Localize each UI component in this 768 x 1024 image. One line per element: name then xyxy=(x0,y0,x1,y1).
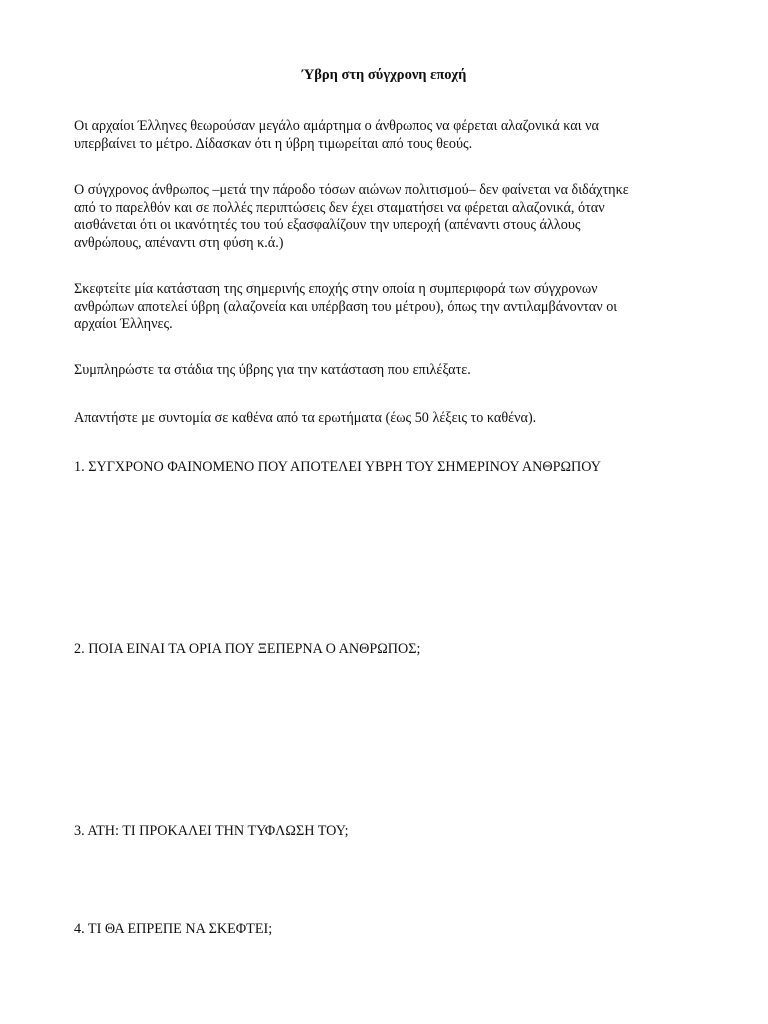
situation-line: αρχαίοι Έλληνες. xyxy=(74,316,173,332)
modern-line: αισθάνεται ότι οι ικανότητές του τού εξασφαλίζουν την υπεροχή (απέναντι στους άλλους xyxy=(74,217,581,233)
modern-line: από το παρελθόν και σε πολλές περιπτώσεις δεν έχει σταματήσει να φέρεται αλαζονικά, όταν xyxy=(74,199,605,216)
intro-line: υπερβαίνει το μέτρο. Δίδασκαν ότι η ύβρη τιμωρείται από τους θεούς. xyxy=(74,135,473,152)
situation-line: Σκεφτείτε μία κατάσταση της σημερινής εποχής στην οποία η συμπεριφορά των σύγχρονων xyxy=(74,281,598,297)
question-2: 2. ΠΟΙΑ ΕΙΝΑΙ ΤΑ ΟΡΙΑ ΠΟΥ ΞΕΠΕΡΝΑ Ο ΑΝΘΡΩΠΟΣ; xyxy=(74,641,421,657)
modern-line: Ο σύγχρονος άνθρωπος –μετά την πάροδο τόσων αιώνων πολιτισμού– δεν φαίνεται να διδάχτηκε xyxy=(74,182,629,198)
instruction-answer-length: Απαντήστε με συντομία σε καθένα από τα ερωτήματα (έως 50 λέξεις το καθένα). xyxy=(74,410,537,426)
question-1: 1. ΣΥΓΧΡΟΝΟ ΦΑΙΝΟΜΕΝΟ ΠΟΥ ΑΠΟΤΕΛΕΙ ΥΒΡΗ ΤΟΥ ΣΗΜΕΡΙΝΟΥ ΑΝΘΡΩΠΟΥ xyxy=(74,459,602,475)
document-title: Ύβρη στη σύγχρονη εποχή xyxy=(301,67,467,83)
situation-paragraph xyxy=(74,281,704,334)
situation-line: ανθρώπων αποτελεί ύβρη (αλαζονεία και υπέρβαση του μέτρου), όπως την αντιλαμβάνονταν οι xyxy=(74,298,618,315)
modern-line: ανθρώπους, απέναντι στη φύση κ.ά.) xyxy=(74,234,284,251)
question-4: 4. ΤΙ ΘΑ ΕΠΡΕΠΕ ΝΑ ΣΚΕΦΤΕΙ; xyxy=(74,921,273,937)
modern-paragraph xyxy=(74,182,704,252)
intro-paragraph xyxy=(74,118,704,153)
instruction-stages: Συμπληρώστε τα στάδια της ύβρης για την κατάσταση που επιλέξατε. xyxy=(74,362,471,378)
question-3: 3. ΑΤΗ: ΤΙ ΠΡΟΚΑΛΕΙ ΤΗΝ ΤΥΦΛΩΣΗ ΤΟΥ; xyxy=(74,823,349,839)
intro-line: Οι αρχαίοι Έλληνες θεωρούσαν μεγάλο αμάρτημα ο άνθρωπος να φέρεται αλαζονικά και να xyxy=(74,118,599,134)
